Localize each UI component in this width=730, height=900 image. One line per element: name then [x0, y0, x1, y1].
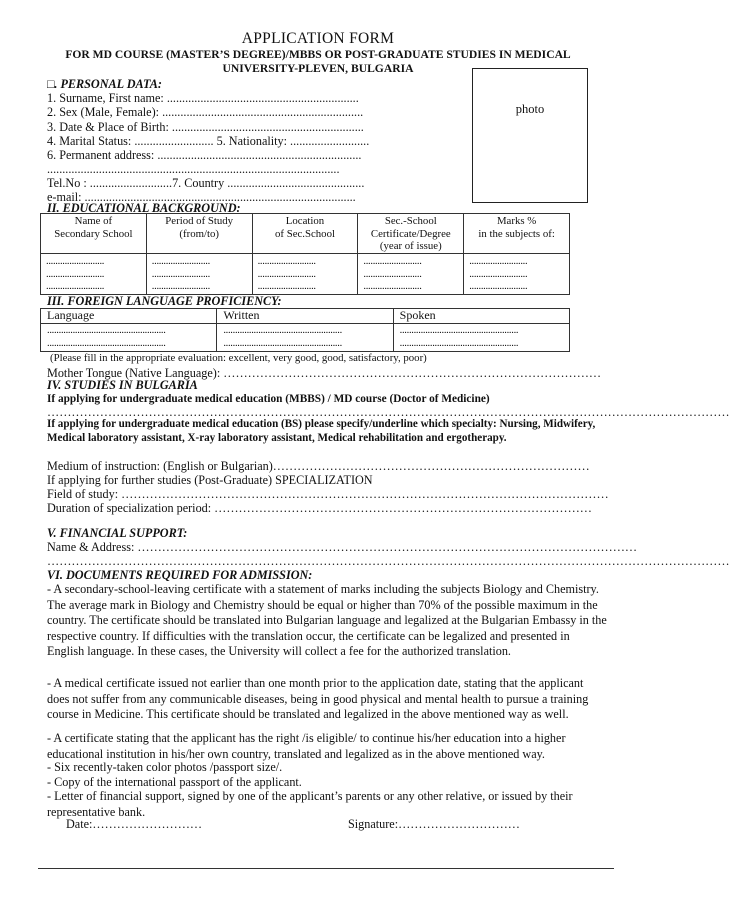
tel-country-field[interactable]: Tel.No : ...........................7. Country .............................................	[47, 176, 365, 190]
edu-header-period: Period of Study (from/to)	[146, 214, 252, 254]
edu-cell-certificate[interactable]: ......................... ......................... .........................	[358, 254, 464, 295]
date-field[interactable]: Date:………………………	[66, 817, 203, 831]
education-table	[40, 213, 570, 295]
mother-tongue-field[interactable]: Mother Tongue (Native Language): …………………………………………………………………………………	[47, 366, 602, 380]
edu-cell-location[interactable]: ......................... ......................... .........................	[252, 254, 358, 295]
photo-label: photo	[515, 102, 545, 116]
financial-heading: V. FINANCIAL SUPPORT:	[47, 526, 188, 540]
lang-cell-language[interactable]: ................................................... ...................................................	[41, 324, 217, 352]
document-item-3: - A certificate stating that the applicant has the right /is eligible/ to continue his/her education into a higher educational institution in his/her own country, translated and legalized as in the above mentioned way.	[47, 731, 566, 761]
email-field[interactable]: e-mail: .........................................................................................	[47, 190, 356, 204]
form-title: APPLICATION FORM	[241, 30, 395, 47]
education-header-row	[41, 214, 570, 254]
form-subtitle-line1: FOR MD COURSE (MASTER’S DEGREE)/MBBS OR POST-GRADUATE STUDIES IN MEDICAL	[65, 48, 571, 61]
personal-data-heading: □. PERSONAL DATA:	[47, 77, 162, 91]
document-item-1: - A secondary-school-leaving certificate with a statement of marks including the subjects Biology and Chemistry. The average mark in Biology and Chemistry should be equal or higher than 70% of the possible maximum in the country. The certificate should be translated into Bulgarian language and legalized at the Bulgarian Embassy in the respective country. If difficulties with the translation occur, the certificate can be legalized and presented in English language. In these cases, the University will collect a fee for the authorized translation.	[47, 582, 607, 659]
language-header-row	[41, 309, 570, 324]
form-subtitle-line2: UNIVERSITY-PLEVEN, BULGARIA	[222, 62, 414, 75]
lang-header-written: Written	[217, 309, 393, 324]
edu-header-certificate: Sec.-School Certificate/Degree (year of issue)	[358, 214, 464, 254]
language-heading: III. FOREIGN LANGUAGE PROFICIENCY:	[47, 294, 282, 308]
lang-header-language: Language	[41, 309, 217, 324]
address-field-continued[interactable]: ................................................................................................	[47, 162, 340, 176]
edu-header-marks: Marks % in the subjects of:	[464, 214, 570, 254]
document-item-6: - Letter of financial support, signed by one of the applicant’s parents or any other relative, or issued by their representative bank.	[47, 789, 573, 819]
surname-field[interactable]: 1. Surname, First name: ...............................................................	[47, 91, 359, 105]
financial-name-field[interactable]: Name & Address: ……………………………………………………………………………………………………………	[47, 540, 638, 554]
lang-header-spoken: Spoken	[393, 309, 569, 324]
education-heading: II. EDUCATIONAL BACKGROUND:	[47, 201, 241, 215]
medium-of-instruction-field[interactable]: Medium of instruction: (English or Bulgarian)……………………………………………………………………	[47, 459, 590, 473]
edu-header-school: Name of Secondary School	[41, 214, 147, 254]
education-data-row	[41, 254, 570, 295]
document-item-4: - Six recently-taken color photos /passport size/.	[47, 760, 283, 774]
document-item-2: - A medical certificate issued not earlier than one month prior to the application date, stating that the applicant does not suffer from any communicable diseases, being in good physical and mental health to pursue a training course in Medicine. This certificate should be translated and legalized in the above mentioned way as well.	[47, 676, 589, 722]
photo-box[interactable]	[472, 68, 588, 203]
field-of-study-field[interactable]: Field of study: …………………………………………………………………………………………………………	[47, 487, 609, 501]
duration-field[interactable]: Duration of specialization period: …………………………………………………………………………………	[47, 501, 592, 515]
financial-address-field[interactable]: ……………………………………………………………………………………………………………………………………………………	[47, 554, 730, 568]
lang-cell-spoken[interactable]: ................................................... ...................................................	[393, 324, 569, 352]
document-item-5: - Copy of the international passport of the applicant.	[47, 775, 302, 789]
studies-heading: IV. STUDIES IN BULGARIA	[47, 378, 198, 392]
edu-cell-marks[interactable]: ......................... ......................... .........................	[464, 254, 570, 295]
postgrad-label: If applying for further studies (Post-Graduate) SPECIALIZATION	[47, 473, 373, 487]
address-field[interactable]: 6. Permanent address: ...................................................................	[47, 148, 362, 162]
edu-cell-period[interactable]: ......................... ......................... .........................	[146, 254, 252, 295]
language-data-row	[41, 324, 570, 352]
signature-field[interactable]: Signature:…………………………	[348, 817, 520, 831]
marital-nationality-field[interactable]: 4. Marital Status: .......................... 5. Nationality: ..........................	[47, 134, 370, 148]
documents-heading: VI. DOCUMENTS REQUIRED FOR ADMISSION:	[47, 568, 313, 582]
language-evaluation-note: (Please fill in the appropriate evaluation: excellent, very good, good, satisfactory, poor)	[50, 352, 427, 364]
lang-cell-written[interactable]: ................................................... ...................................................	[217, 324, 393, 352]
footer-rule	[38, 868, 614, 869]
edu-cell-school[interactable]: ......................... ......................... .........................	[41, 254, 147, 295]
birth-field[interactable]: 3. Date & Place of Birth: ...............................................................	[47, 120, 364, 134]
bs-specialty-text: If applying for undergraduate medical education (BS) please specify/underline which specialty: Nursing, Midwifery, Medical laboratory assistant, X-ray laboratory assistant, Medical rehabilitation and ergotherapy.	[47, 418, 596, 445]
sex-field[interactable]: 2. Sex (Male, Female): ..................................................................	[47, 105, 364, 119]
undergrad-mbbs-label: If applying for undergraduate medical education (MBBS) / MD course (Doctor of Medicine)	[47, 393, 490, 405]
language-table	[40, 308, 570, 352]
edu-header-location: Location of Sec.School	[252, 214, 358, 254]
undergrad-mbbs-field[interactable]: ……………………………………………………………………………………………………………………………………………………	[47, 405, 730, 419]
